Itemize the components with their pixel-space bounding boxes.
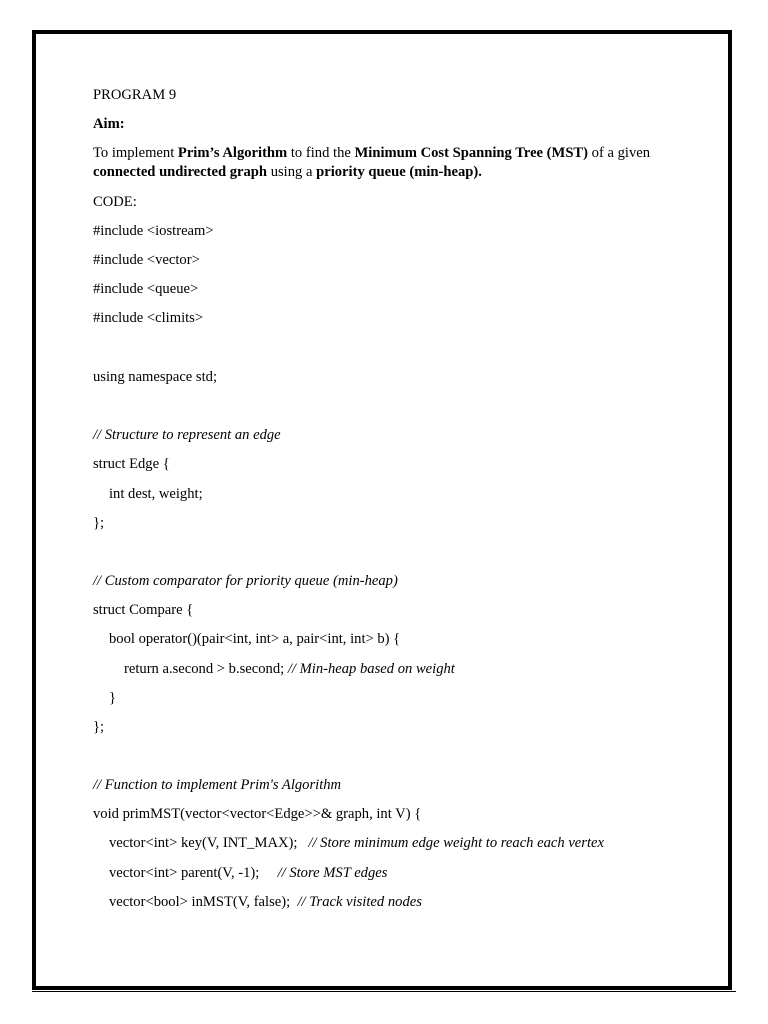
program-title: PROGRAM 9 [93, 87, 177, 103]
aim-paragraph [93, 144, 693, 182]
aim-text-6: connected undirected graph [93, 164, 268, 180]
code-comment: // Min-heap based on weight [287, 661, 455, 677]
page-bottom-rule [32, 991, 736, 992]
code-line: }; [93, 719, 105, 735]
code-line: using namespace std; [93, 369, 218, 385]
code-line: } [109, 690, 117, 706]
code-line: void primMST(vector<vector<Edge>>& graph, int V) { [93, 806, 422, 822]
aim-text-4: Minimum Cost Spanning Tree (MST) [354, 145, 589, 161]
code-line [109, 864, 387, 883]
code-statement: vector<bool> inMST(V, false); [109, 894, 298, 910]
code-comment: // Track visited nodes [297, 894, 422, 910]
code-line: #include <queue> [93, 281, 199, 297]
code-line: }; [93, 515, 105, 531]
code-comment: // Custom comparator for priority queue (min-heap) [93, 573, 398, 589]
code-comment: // Function to implement Prim's Algorithm [93, 777, 342, 793]
code-line: int dest, weight; [109, 486, 203, 502]
code-comment: // Store minimum edge weight to reach each vertex [308, 835, 604, 851]
code-comment: // Structure to represent an edge [93, 427, 281, 443]
code-line: struct Edge { [93, 456, 170, 472]
code-line: #include <vector> [93, 252, 200, 268]
code-statement: vector<int> parent(V, -1); [109, 865, 278, 881]
code-line: bool operator()(pair<int, int> a, pair<int, int> b) { [109, 631, 401, 647]
code-line [109, 893, 422, 912]
code-statement: vector<int> key(V, INT_MAX); [109, 835, 309, 851]
aim-text-3: to find the [287, 145, 355, 161]
code-line [124, 660, 455, 679]
code-statement: return a.second > b.second; [124, 661, 288, 677]
code-line: #include <iostream> [93, 223, 214, 239]
code-line: #include <climits> [93, 310, 204, 326]
aim-text-5: of a given [588, 145, 651, 161]
aim-text-8: priority queue (min-heap). [316, 164, 482, 180]
aim-text-1: To implement [93, 145, 178, 161]
aim-text-7: using a [267, 164, 317, 180]
code-heading: CODE: [93, 194, 137, 210]
aim-text-2: Prim’s Algorithm [177, 145, 288, 161]
code-line: struct Compare { [93, 602, 194, 618]
code-comment: // Store MST edges [277, 865, 388, 881]
code-line [109, 834, 604, 853]
aim-heading: Aim: [93, 116, 125, 132]
